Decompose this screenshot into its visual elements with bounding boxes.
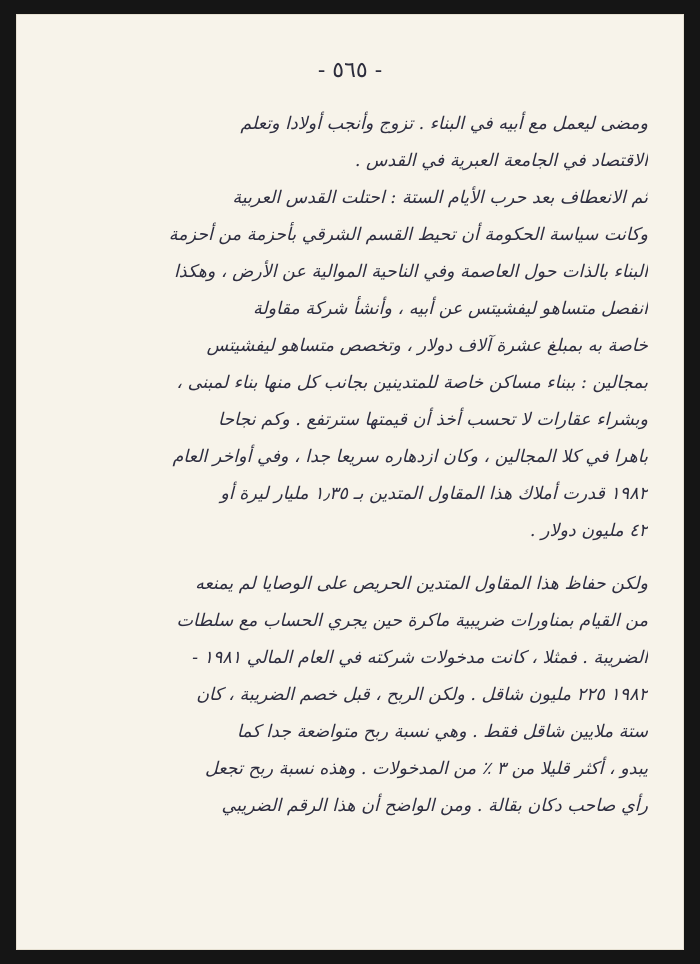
text-line-2: الاقتصاد في الجامعة العبرية في القدس . <box>354 151 648 171</box>
text-line-5: البناء بالذات حول العاصمة وفي الناحية الموالية عن الأرض ، وهكذا <box>173 262 648 282</box>
paper-sheet <box>16 14 684 950</box>
text-line-12: ٤٢ مليون دولار . <box>529 521 648 541</box>
text-line-1: ومضى ليعمل مع أبيه في البناء . تزوج وأنجب أولادا وتعلم <box>240 114 648 134</box>
handwritten-text-body <box>52 106 648 825</box>
text-line-14: من القيام بمناورات ضريبية ماكرة حين يجري الحساب مع سلطات <box>176 611 648 631</box>
text-line-8: بمجالين : ببناء مساكن خاصة للمتدينين بجانب كل منها بناء لمبنى ، <box>176 373 648 393</box>
text-line-9: وبشراء عقارات لا تحسب أخذ أن قيمتها سترتفع . وكم نجاحا <box>218 410 648 430</box>
text-line-6: انفصل متساهو ليفشيتس عن أبيه ، وأنشأ شركة مقاولة <box>252 299 648 319</box>
text-line-18: يبدو ، أكثر قليلا من ٣ ٪ من المدخولات . وهذه نسبة ربح تجعل <box>204 759 648 779</box>
text-line-4: وكانت سياسة الحكومة أن تحيط القسم الشرقي بأحزمة من أحزمة <box>168 225 648 245</box>
text-line-11: ١٩٨٢ قدرت أملاك هذا المقاول المتدين بـ ١٫٣٥ مليار ليرة أو <box>220 484 648 504</box>
text-line-10: باهرا في كلا المجالين ، وكان ازدهاره سريعا جدا ، وفي أواخر العام <box>172 447 648 467</box>
text-line-7: خاصة به بمبلغ عشرة آلاف دولار ، وتخصص متساهو ليفشيتس <box>206 336 648 356</box>
text-line-3: ثم الانعطاف بعد حرب الأيام الستة : احتلت القدس العربية <box>232 188 648 208</box>
paragraph-gap <box>52 550 648 566</box>
text-line-13: ولكن حفاظ هذا المقاول المتدين الحريص على الوصايا لم يمنعه <box>195 574 648 594</box>
text-line-19: رأي صاحب دكان بقالة . ومن الواضح أن هذا الرقم الضريبي <box>221 796 648 816</box>
text-line-17: ستة ملايين شاقل فقط . وهي نسبة ربح متواضعة جدا كما <box>236 722 648 742</box>
text-line-15: الضريبة . فمثلا ، كانت مدخولات شركته في العام المالي ١٩٨١ - <box>192 648 648 668</box>
text-line-16: ١٩٨٢ ٢٢٥ مليون شاقل . ولكن الربح ، قبل خصم الضريبة ، كان <box>196 685 648 705</box>
page-number: - ٥٦٥ - <box>317 58 383 83</box>
